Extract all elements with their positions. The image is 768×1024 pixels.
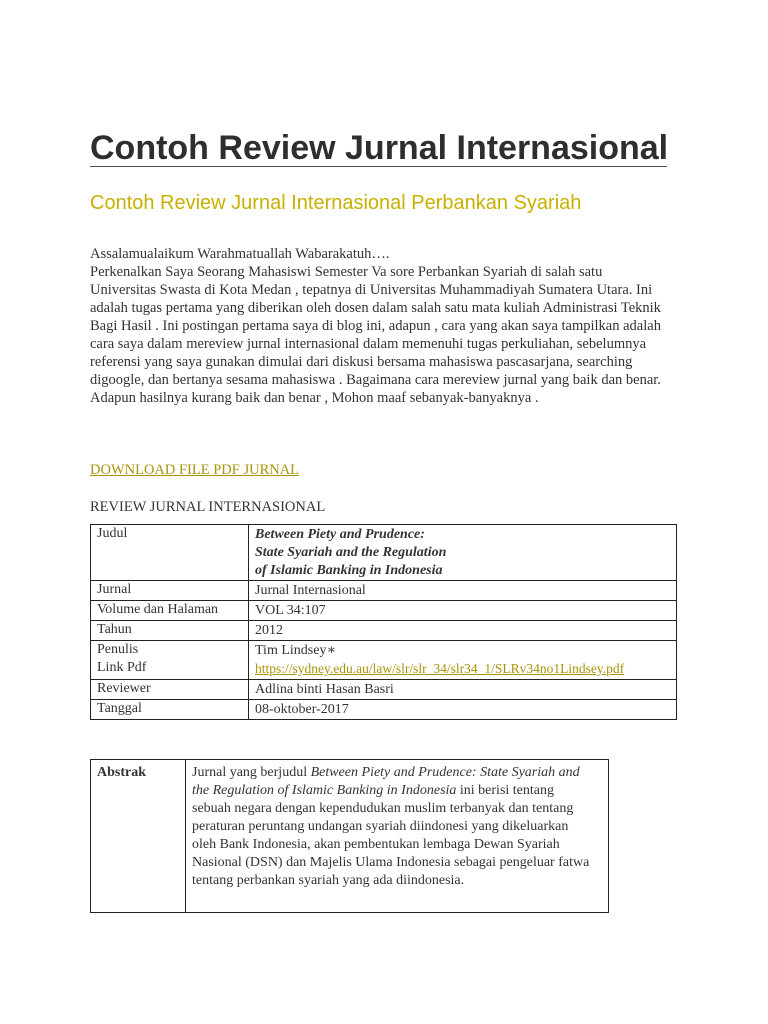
tanggal-value: 08-oktober-2017 <box>249 700 677 720</box>
table-row <box>91 581 677 601</box>
abstrak-label: Abstrak <box>91 760 186 913</box>
jurnal-value: Jurnal Internasional <box>249 581 677 601</box>
table-row <box>91 621 677 641</box>
intro-paragraph: Perkenalkan Saya Seorang Mahasiswi Semester Va sore Perbankan Syariah di salah satu Universitas Swasta di Kota Medan , tepatnya di Universitas Muhammadiyah Sumatera Utara. Ini adalah tugas pertama yang diberikan oleh dosen dalam salah satu mata kuliah Administrasi Teknik Bagi Hasil . Ini postingan pertama saya di blog ini, adapun , cara yang akan saya tampilkan adalah cara saya dalam mereview jurnal internasional dalam memenuhi tugas perkuliahan, sebelumnya referensi yang saya gunakan dimulai dari diskusi bersama mahasiswa pascasarjana, searching digoogle, dan bertanya sesama mahasiswa . Bagaimana cara mereview jurnal yang baik dan benar. Adapun hasilnya kurang baik dan benar , Mohon maaf sebanyak-banyaknya . <box>90 264 661 406</box>
table-row <box>91 641 677 680</box>
judul-label: Judul <box>91 525 249 581</box>
title-underline <box>90 166 667 167</box>
volume-value: VOL 34:107 <box>249 601 677 621</box>
table-row <box>91 525 677 581</box>
judul-line: State Syariah and the Regulation <box>255 545 447 560</box>
table-row <box>91 760 609 913</box>
page-title: Contoh Review Jurnal Internasional <box>90 129 669 167</box>
download-pdf-link[interactable]: DOWNLOAD FILE PDF JURNAL <box>90 462 300 478</box>
penulis-link-label <box>91 641 249 680</box>
tahun-value: 2012 <box>249 621 677 641</box>
judul-line: Between Piety and Prudence: <box>255 527 425 542</box>
tanggal-label: Tanggal <box>91 700 249 720</box>
abstrak-text-before: Jurnal yang berjudul <box>192 765 311 780</box>
table-row <box>91 680 677 700</box>
post-subtitle: Contoh Review Jurnal Internasional Perbankan Syariah <box>90 192 582 214</box>
jurnal-label: Jurnal <box>91 581 249 601</box>
judul-line: of Islamic Banking in Indonesia <box>255 563 443 578</box>
volume-label: Volume dan Halaman <box>91 601 249 621</box>
reviewer-value: Adlina binti Hasan Basri <box>249 680 677 700</box>
penulis-label: Penulis <box>97 642 139 657</box>
reviewer-label: Reviewer <box>91 680 249 700</box>
table-row <box>91 700 677 720</box>
abstrak-value <box>186 760 609 913</box>
abstrak-text-after: ini berisi tentang sebuah negara dengan kependudukan muslim terbanyak dan tentang peraturan peruntang undangan syariah diindonesi yang dikeluarkan oleh Bank Indonesia, akan pembentukan lembaga Dewan Syariah Nasional (DSN) dan Majelis Ulama Indonesia sebagai pengeluar fatwa tentang perbankan syariah yang ada diindonesia. <box>192 783 590 888</box>
pdf-link[interactable]: https://sydney.edu.au/law/slr/slr_34/slr34_1/SLRv34no1Lindsey.pdf <box>255 661 625 676</box>
greeting-text: Assalamualaikum Warahmatuallah Wabarakatuh…. <box>90 246 390 262</box>
table-row <box>91 601 677 621</box>
penulis-link-value <box>249 641 677 680</box>
penulis-value: Tim Lindsey∗ <box>255 643 336 658</box>
judul-value <box>249 525 677 581</box>
tahun-label: Tahun <box>91 621 249 641</box>
abstract-table <box>90 759 609 913</box>
link-pdf-label: Link Pdf <box>97 660 147 675</box>
review-table <box>90 524 677 720</box>
review-heading: REVIEW JURNAL INTERNASIONAL <box>90 499 326 515</box>
abstrak-journal-title: Between Piety and Prudence: State Syariah and the Regulation of Islamic Banking in Indonesia <box>192 765 580 798</box>
